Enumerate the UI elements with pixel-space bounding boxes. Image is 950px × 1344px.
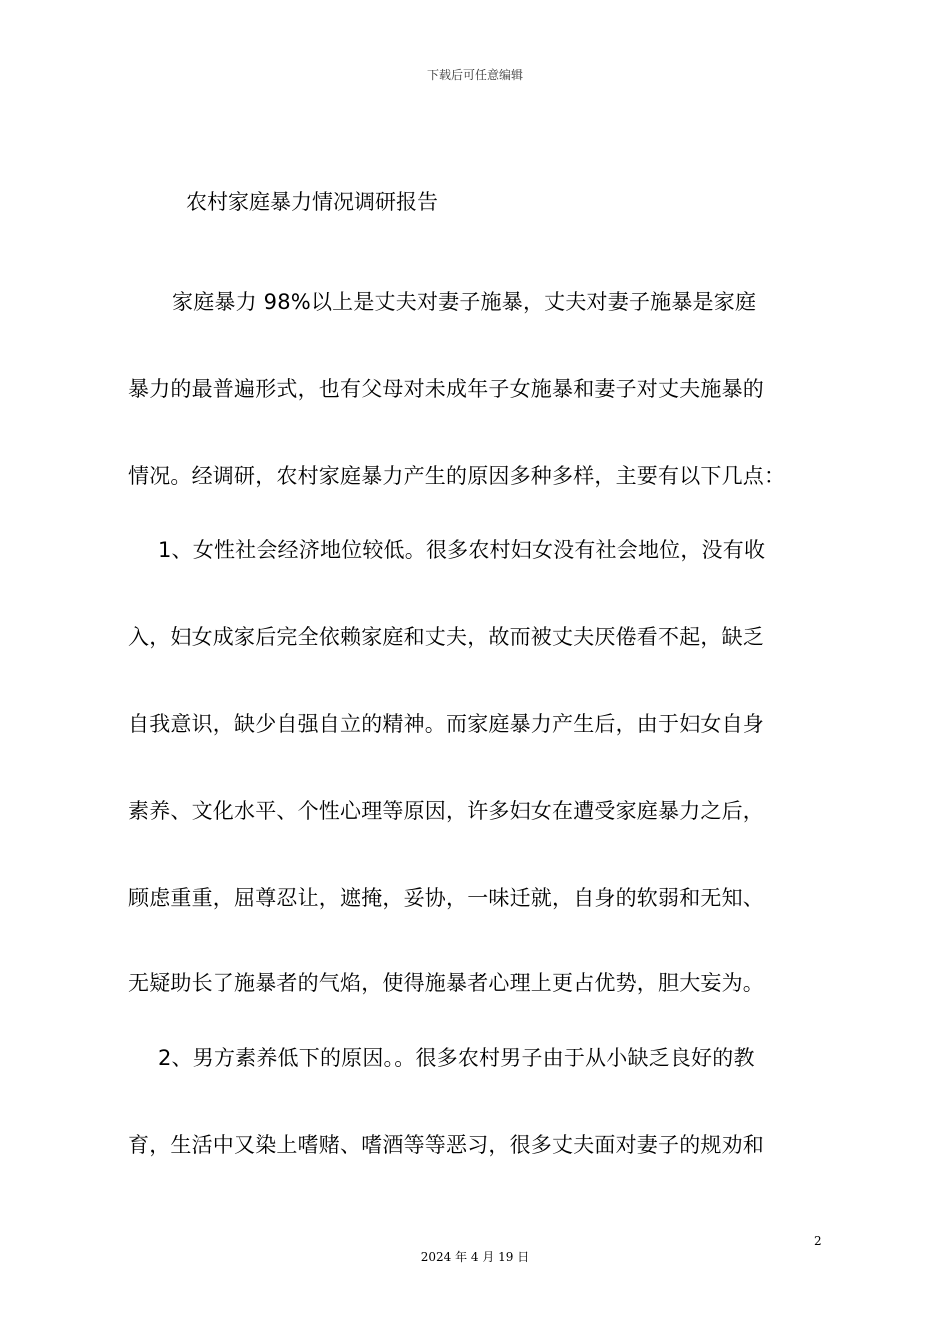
document-title: 农村家庭暴力情况调研报告 — [186, 190, 438, 214]
body-line-4: 1、女性社会经济地位较低。很多农村妇女没有社会地位，没有收 — [158, 538, 766, 562]
body-line-8: 顾虑重重，屈尊忍让，遮掩，妥协，一味迁就，自身的软弱和无知、 — [128, 886, 764, 910]
body-line-5: 入，妇女成家后完全依赖家庭和丈夫，故而被丈夫厌倦看不起，缺乏 — [128, 625, 764, 649]
body-line-9: 无疑助长了施暴者的气焰，使得施暴者心理上更占优势，胆大妄为。 — [128, 971, 764, 995]
page-header: 下载后可任意编辑 — [426, 68, 523, 82]
footer-date: 2024 年 4 月 19 日 — [420, 1250, 530, 1264]
body-line-6: 自我意识，缺少自强自立的精神。而家庭暴力产生后，由于妇女自身 — [128, 712, 764, 736]
body-line-10: 2、男方素养低下的原因。。很多农村男子由于从小缺乏良好的教 — [158, 1046, 755, 1070]
body-line-11: 育，生活中又染上嗜赌、嗜酒等等恶习，很多丈夫面对妻子的规劝和 — [128, 1133, 764, 1157]
body-line-1: 家庭暴力 98%以上是丈夫对妻子施暴，丈夫对妻子施暴是家庭 — [172, 290, 757, 314]
page-number: 2 — [814, 1234, 822, 1248]
body-line-2: 暴力的最普遍形式，也有父母对未成年子女施暴和妻子对丈夫施暴的 — [128, 377, 764, 401]
body-line-7: 素养、文化水平、个性心理等原因，许多妇女在遭受家庭暴力之后， — [128, 799, 764, 823]
body-line-3: 情况。经调研，农村家庭暴力产生的原因多种多样，主要有以下几点： — [128, 464, 786, 488]
